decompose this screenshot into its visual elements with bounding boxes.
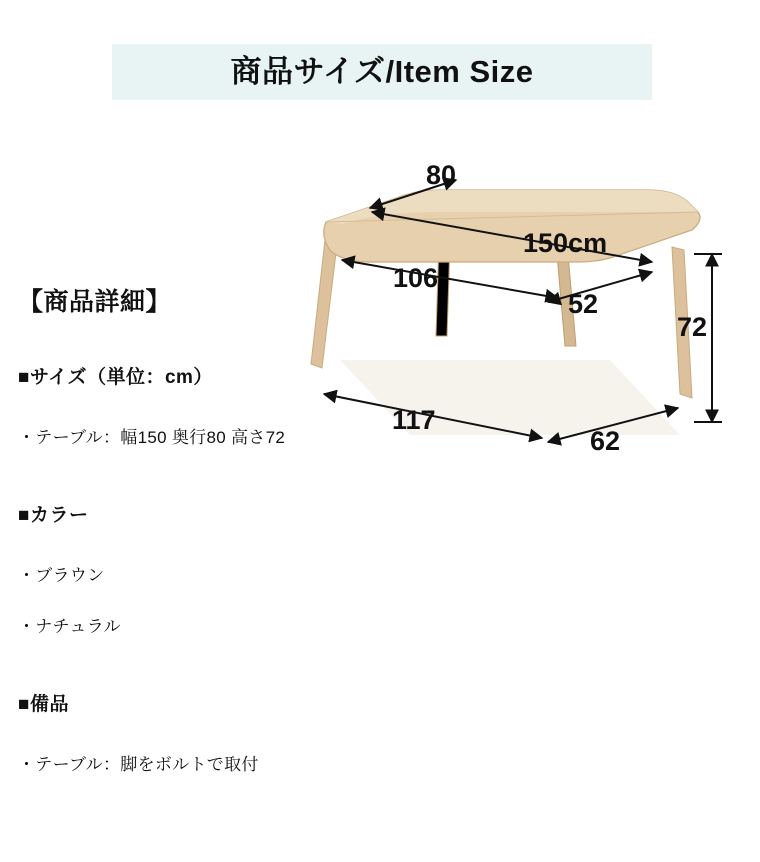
dimension-label-width-top: 150cm (523, 228, 608, 258)
details-section-color-label: ■カラー (18, 505, 89, 526)
floor-shadow (340, 360, 680, 435)
details-section-size-label: ■サイズ（単位：cm） (18, 367, 213, 388)
dimension-label-depth-top: 80 (426, 160, 457, 190)
table-dimension-diagram (280, 150, 750, 530)
dimension-label-inner-width: 106 (393, 263, 439, 293)
table-top (324, 190, 700, 262)
dimension-label-height: 72 (677, 312, 708, 342)
dimension-label-inner-depth: 52 (568, 289, 599, 319)
details-color-natural: ・ナチュラル (18, 617, 121, 636)
dimension-label-leg-span-width: 117 (392, 405, 436, 435)
dimension-label-leg-span-depth: 62 (590, 426, 621, 456)
details-color-brown: ・ブラウン (18, 566, 105, 585)
details-size-line: ・テーブル：幅150 奥行80 高さ72 (18, 428, 286, 447)
details-heading: 【商品詳細】 (18, 288, 172, 316)
page-title: 商品サイズ/Item Size (230, 54, 534, 89)
details-section-equipment-label: ■備品 (18, 694, 69, 715)
details-equipment-line: ・テーブル：脚をボルトで取付 (18, 755, 259, 774)
